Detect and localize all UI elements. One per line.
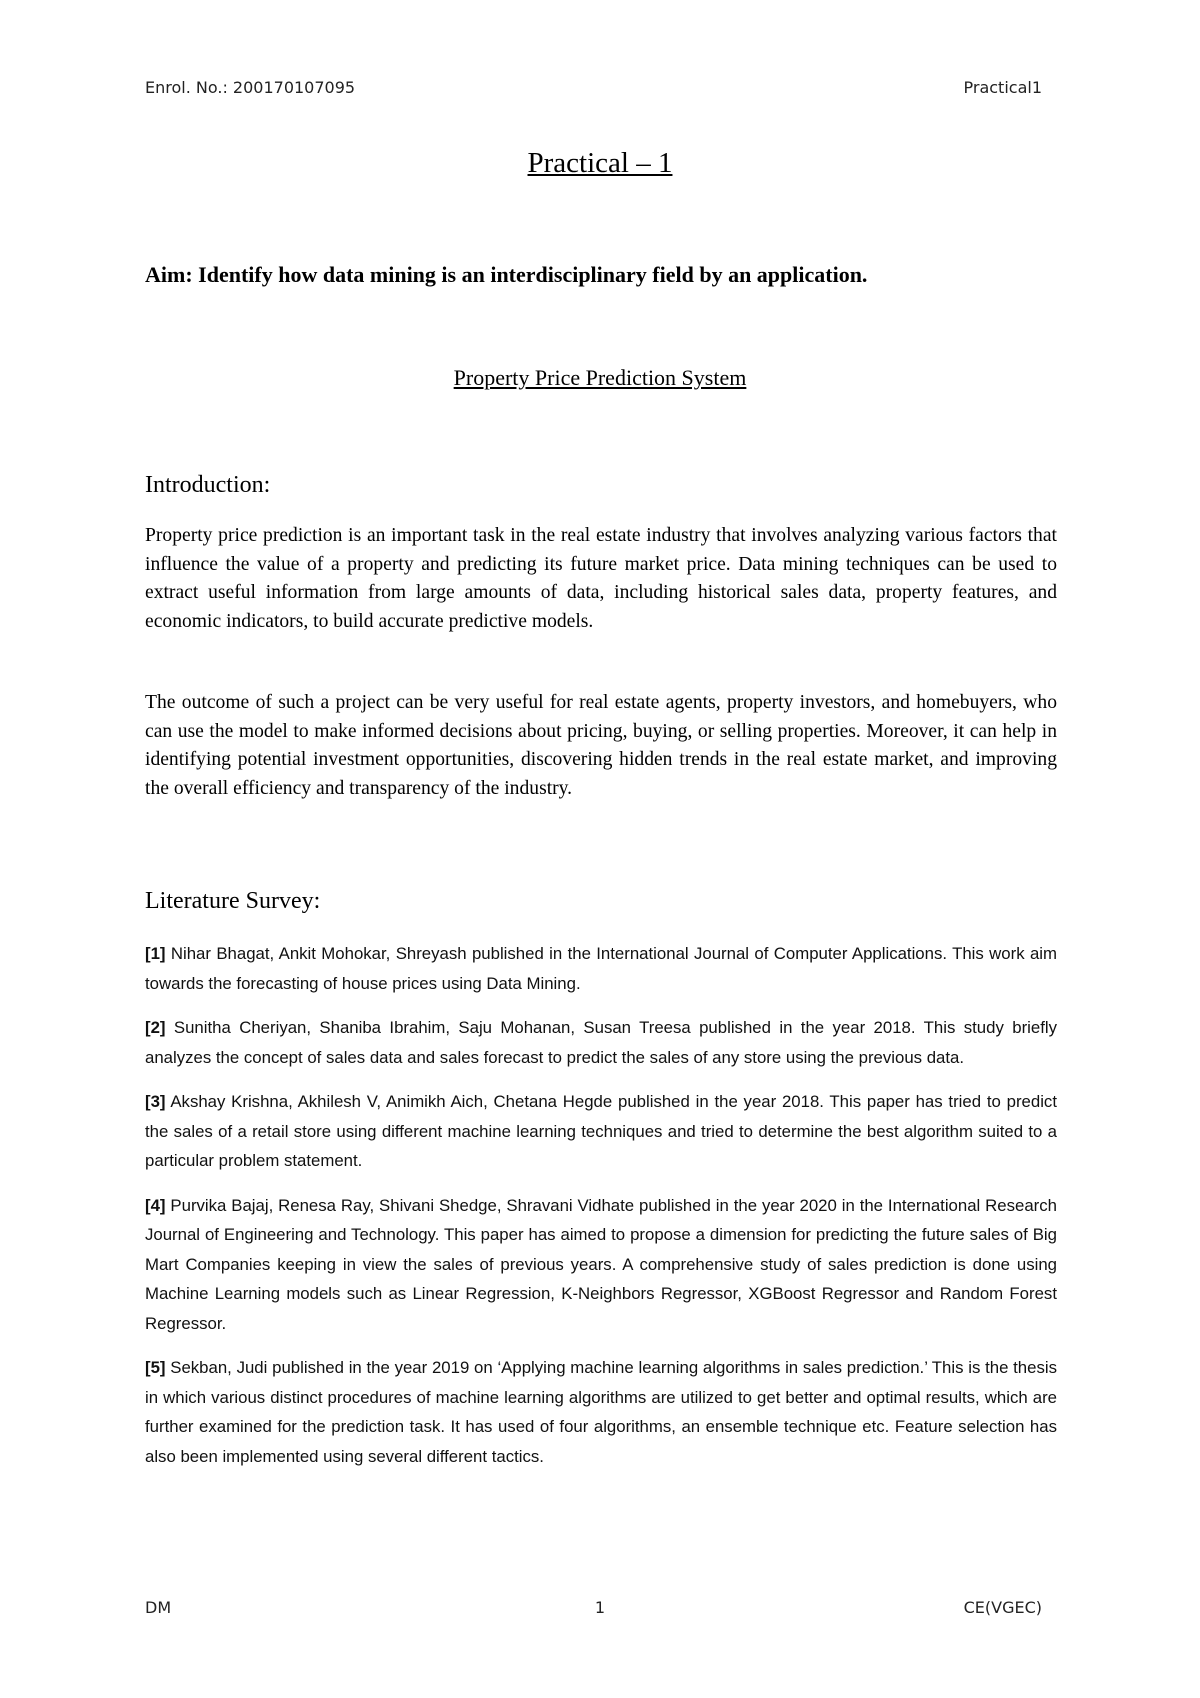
reference-text: Akshay Krishna, Akhilesh V, Animikh Aich, Chetana Hegde published in the year 2018. This paper has tried to predict the sales of a retail store using different machine learning techniques and tried to determine the best algorithm suited to a particular problem statement. [145, 1092, 1057, 1170]
reference-number: [2] [145, 1018, 166, 1037]
reference-text: Sekban, Judi published in the year 2019 on ‘Applying machine learning algorithms in sales prediction.’ This is the thesis in which various distinct procedures of machine learning algorithms are utilized to get better and optimal results, which are further examined for the prediction task. It has used of four algorithms, an ensemble technique etc. Feature selection has also been implemented using several different tactics. [145, 1358, 1057, 1466]
introduction-paragraph-2: The outcome of such a project can be very useful for real estate agents, property investors, and homebuyers, who can use the model to make informed decisions about pricing, buying, or selling properties. Moreover, it can help in identifying potential investment opportunities, discovering hidden trends in the real estate market, and improving the overall efficiency and transparency of the industry. [145, 692, 1057, 799]
reference-number: [5] [145, 1358, 166, 1377]
reference-item [145, 1353, 1057, 1471]
header-practical-label: Practical1 [963, 78, 1042, 97]
footer-subject: DM [145, 1598, 172, 1617]
page-title: Practical – 1 [527, 147, 673, 179]
footer-department: CE(VGEC) [963, 1598, 1042, 1617]
project-title: Property Price Prediction System [453, 365, 747, 390]
reference-text: Purvika Bajaj, Renesa Ray, Shivani Shedge, Shravani Vidhate published in the year 2020 in the International Research Journal of Engineering and Technology. This paper has aimed to propose a dimension for predicting the future sales of Big Mart Companies keeping in view the sales of previous years. A comprehensive study of sales prediction is done using Machine Learning models such as Linear Regression, K-Neighbors Regressor, XGBoost Regressor and Random Forest Regressor. [145, 1195, 1057, 1333]
header-enrol-number: Enrol. No.: 200170107095 [145, 78, 356, 97]
introduction-heading: Introduction: [145, 472, 271, 498]
reference-number: [3] [145, 1092, 166, 1111]
footer-page-number: 1 [594, 1598, 606, 1617]
reference-text: Sunitha Cheriyan, Shaniba Ibrahim, Saju Mohanan, Susan Treesa published in the year 2018. This study briefly analyzes the concept of sales data and sales forecast to predict the sales of any store using the previous data. [145, 1018, 1057, 1067]
introduction-paragraph-1: Property price prediction is an important task in the real estate industry that involves analyzing various factors that influence the value of a property and predicting its future market price. Data mining techniques can be used to extract useful information from large amounts of data, including historical sales data, property features, and economic indicators, to build accurate predictive models. [145, 525, 1057, 632]
literature-survey-heading: Literature Survey: [145, 888, 321, 914]
reference-item [145, 1013, 1057, 1072]
reference-item [145, 939, 1057, 998]
reference-item [145, 1191, 1057, 1339]
reference-number: [4] [145, 1195, 166, 1215]
reference-list [145, 939, 1057, 1486]
aim-statement: Aim: Identify how data mining is an interdisciplinary field by an application. [145, 262, 868, 287]
reference-text: Nihar Bhagat, Ankit Mohokar, Shreyash published in the International Journal of Computer Applications. This work aim towards the forecasting of house prices using Data Mining. [145, 944, 1057, 993]
reference-item [145, 1087, 1057, 1176]
reference-number: [1] [145, 944, 166, 963]
